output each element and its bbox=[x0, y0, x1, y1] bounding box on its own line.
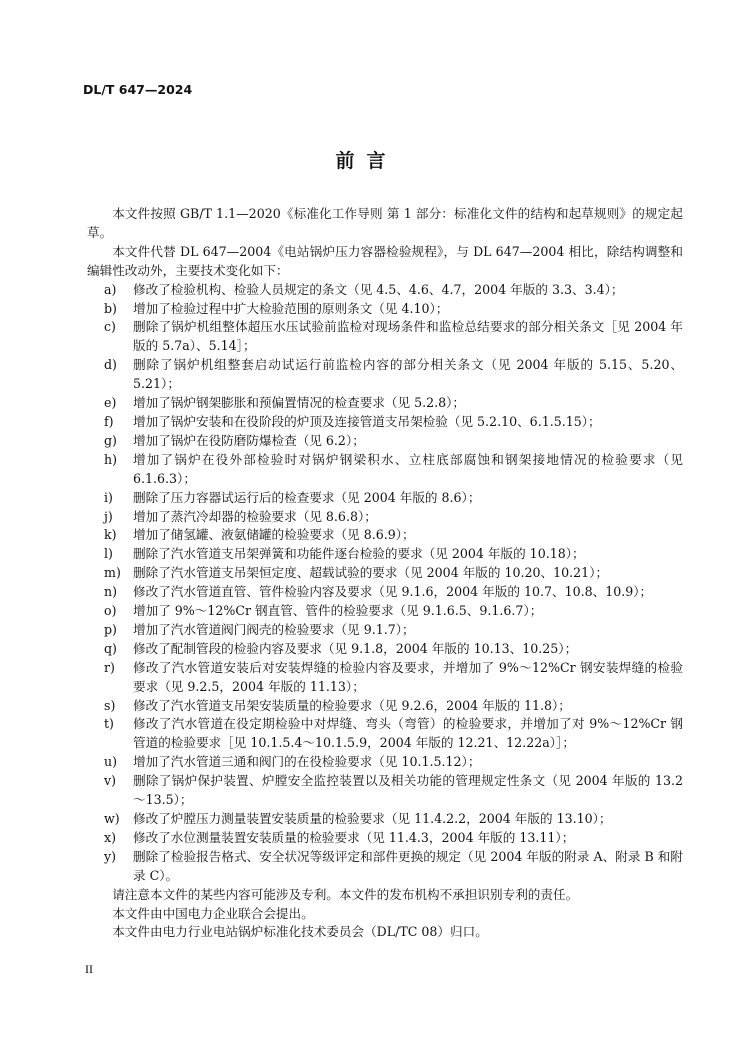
list-item-label: y) bbox=[104, 848, 117, 864]
list-item-text: 增加了 9%～12%Cr 钢直管、管件的检验要求（见 9.1.6.5、9.1.6.7）； bbox=[133, 603, 543, 619]
list-item-label: j) bbox=[104, 508, 113, 524]
intro-paragraph: 本文件代替 DL 647—2004《电站锅炉压力容器检验规程》，与 DL 647—2004 相比，除结构调整和编辑性改动外，主要技术变化如下： bbox=[87, 243, 683, 278]
list-item-text: 修改了汽水管道直管、管件检验内容及要求（见 9.1.6，2004 年版的 10.7、10.8、10.9）； bbox=[133, 584, 653, 600]
closing-paragraph: 请注意本文件的某些内容可能涉及专利。本文件的发布机构不承担识别专利的责任。 bbox=[112, 886, 579, 902]
list-item-label: i) bbox=[104, 489, 113, 505]
page-number: II bbox=[85, 962, 93, 976]
list-item bbox=[87, 300, 683, 319]
list-item-label: m) bbox=[104, 565, 121, 581]
list-item bbox=[87, 413, 683, 432]
list-item bbox=[87, 318, 683, 356]
list-item-label: x) bbox=[104, 829, 117, 845]
list-item-text: 增加了锅炉安装和在役阶段的炉顶及连接管道支吊架检验（见 5.2.10、6.1.5.15）； bbox=[133, 413, 601, 429]
list-item bbox=[87, 640, 683, 659]
list-item-label: b) bbox=[104, 300, 117, 316]
closing-paragraph: 本文件由电力行业电站锅炉标准化技术委员会（DL/TC 08）归口。 bbox=[112, 924, 488, 940]
intro-paragraph: 本文件按照 GB/T 1.1—2020《标准化工作导则 第 1 部分：标准化文件的结构和起草规则》的规定起草。 bbox=[87, 206, 683, 240]
list-item bbox=[87, 281, 683, 300]
list-item-label: u) bbox=[104, 754, 118, 770]
list-item bbox=[87, 753, 683, 772]
list-item-label: f) bbox=[104, 413, 114, 429]
list-item-text: 修改了炉膛压力测量装置安装质量的检验要求（见 11.4.2.2，2004 年版的 13.10）； bbox=[133, 811, 612, 826]
list-item-label: o) bbox=[104, 603, 117, 619]
list-item bbox=[87, 659, 683, 697]
list-item-text: 删除了锅炉保护装置、炉膛安全监控装置以及相关功能的管理规定性条文（见 2004 年版的 13.2～13.5）； bbox=[133, 773, 683, 808]
list-item-text: 修改了水位测量装置安装质量的检验要求（见 11.4.3，2004 年版的 13.11）； bbox=[133, 829, 575, 845]
list-item bbox=[87, 356, 683, 394]
list-item-text: 删除了汽水管道支吊架恒定度、超载试验的要求（见 2004 年版的 10.20、10.21）； bbox=[133, 565, 609, 581]
changes-list bbox=[87, 281, 683, 886]
list-item-text: 增加了锅炉在役防磨防爆检查（见 6.2）； bbox=[133, 432, 365, 448]
list-item bbox=[87, 621, 683, 640]
list-item-label: v) bbox=[104, 773, 117, 789]
list-item-label: g) bbox=[104, 432, 117, 448]
document-code: DL/T 647—2024 bbox=[83, 82, 193, 97]
list-item bbox=[87, 810, 683, 829]
list-item-text: 增加了锅炉在役外部检验时对锅炉钢梁积水、立柱底部腐蚀和钢架接地情况的检验要求（见 6.1.6.3）； bbox=[133, 451, 683, 486]
foreword-content bbox=[87, 205, 683, 942]
list-item-label: r) bbox=[104, 659, 115, 675]
list-item-label: w) bbox=[104, 811, 120, 826]
list-item-text: 修改了检验机构、检验人员规定的条文（见 4.5、4.6、4.7，2004 年版的 3.3、3.4）； bbox=[133, 281, 624, 297]
list-item bbox=[87, 848, 683, 886]
list-item-label: n) bbox=[104, 584, 118, 600]
list-item-text: 增加了蒸汽冷却器的检验要求（见 8.6.8）； bbox=[133, 508, 377, 524]
list-item-text: 删除了锅炉机组整体超压水压试验前监检对现场条件和监检总结要求的部分相关条文［见 2004 年版的 5.7a）、5.14］； bbox=[133, 319, 683, 354]
list-item-text: 增加了锅炉钢架膨胀和预偏置情况的检查要求（见 5.2.8）； bbox=[133, 395, 465, 411]
list-item bbox=[87, 526, 683, 545]
list-item bbox=[87, 508, 683, 527]
list-item-text: 修改了配制管段的检验内容及要求（见 9.1.8，2004 年版的 10.13、10.25）； bbox=[133, 640, 578, 656]
list-item-label: q) bbox=[104, 640, 117, 656]
page-title: 前言 bbox=[335, 150, 398, 172]
list-item bbox=[87, 583, 683, 602]
list-item-label: a) bbox=[104, 281, 117, 297]
list-item-text: 增加了储氢罐、液氨储罐的检验要求（见 8.6.9）； bbox=[133, 527, 415, 543]
list-item-text: 增加了汽水管道阀门阀壳的检验要求（见 9.1.7）； bbox=[133, 621, 415, 637]
list-item bbox=[87, 451, 683, 489]
list-item bbox=[87, 545, 683, 564]
list-item bbox=[87, 715, 683, 753]
list-item-label: l) bbox=[104, 546, 113, 562]
list-item-text: 删除了汽水管道支吊架弹簧和功能件逐台检验的要求（见 2004 年版的 10.18）； bbox=[133, 546, 585, 562]
list-item-text: 删除了压力容器试运行后的检查要求（见 2004 年版的 8.6）； bbox=[133, 489, 481, 505]
list-item-text: 增加了汽水管道三通和阀门的在役检验要求（见 10.1.5.12）； bbox=[133, 754, 481, 770]
closing-paragraph: 本文件由中国电力企业联合会提出。 bbox=[112, 905, 314, 921]
list-item bbox=[87, 829, 683, 848]
list-item-text: 删除了锅炉机组整套启动试运行前监检内容的部分相关条文（见 2004 年版的 5.15、5.20、5.21）； bbox=[133, 357, 683, 392]
list-item-text: 修改了汽水管道支吊架安装质量的检验要求（见 9.2.6，2004 年版的 11.8）； bbox=[133, 697, 571, 713]
list-item-label: k) bbox=[104, 527, 117, 543]
list-item-label: s) bbox=[104, 697, 116, 713]
list-item bbox=[87, 697, 683, 716]
list-item-text: 修改了汽水管道安装后对安装焊缝的检验内容及要求，并增加了 9%～12%Cr 钢安装焊缝的检验要求（见 9.2.5，2004 年版的 11.13）； bbox=[133, 659, 683, 694]
list-item bbox=[87, 394, 683, 413]
list-item bbox=[87, 489, 683, 508]
list-item-label: d) bbox=[104, 357, 117, 373]
list-item-label: e) bbox=[104, 395, 117, 411]
list-item bbox=[87, 564, 683, 583]
list-item bbox=[87, 602, 683, 621]
list-item-text: 修改了汽水管道在役定期检验中对焊缝、弯头（弯管）的检验要求，并增加了对 9%～12%Cr 钢管道的检验要求［见 10.1.5.4～10.1.5.9，2004 年版的 12.21、12.22a）］； bbox=[133, 716, 683, 751]
list-item bbox=[87, 772, 683, 810]
list-item-text: 删除了检验报告格式、安全状况等级评定和部件更换的规定（见 2004 年版的附录 A、附录 B 和附录 C）。 bbox=[133, 848, 683, 883]
list-item-label: p) bbox=[104, 621, 117, 637]
list-item bbox=[87, 432, 683, 451]
list-item-text: 增加了检验过程中扩大检验范围的原则条文（见 4.10）； bbox=[133, 300, 449, 316]
list-item-label: c) bbox=[104, 319, 116, 335]
list-item-label: t) bbox=[104, 716, 114, 732]
list-item-label: h) bbox=[104, 451, 118, 467]
